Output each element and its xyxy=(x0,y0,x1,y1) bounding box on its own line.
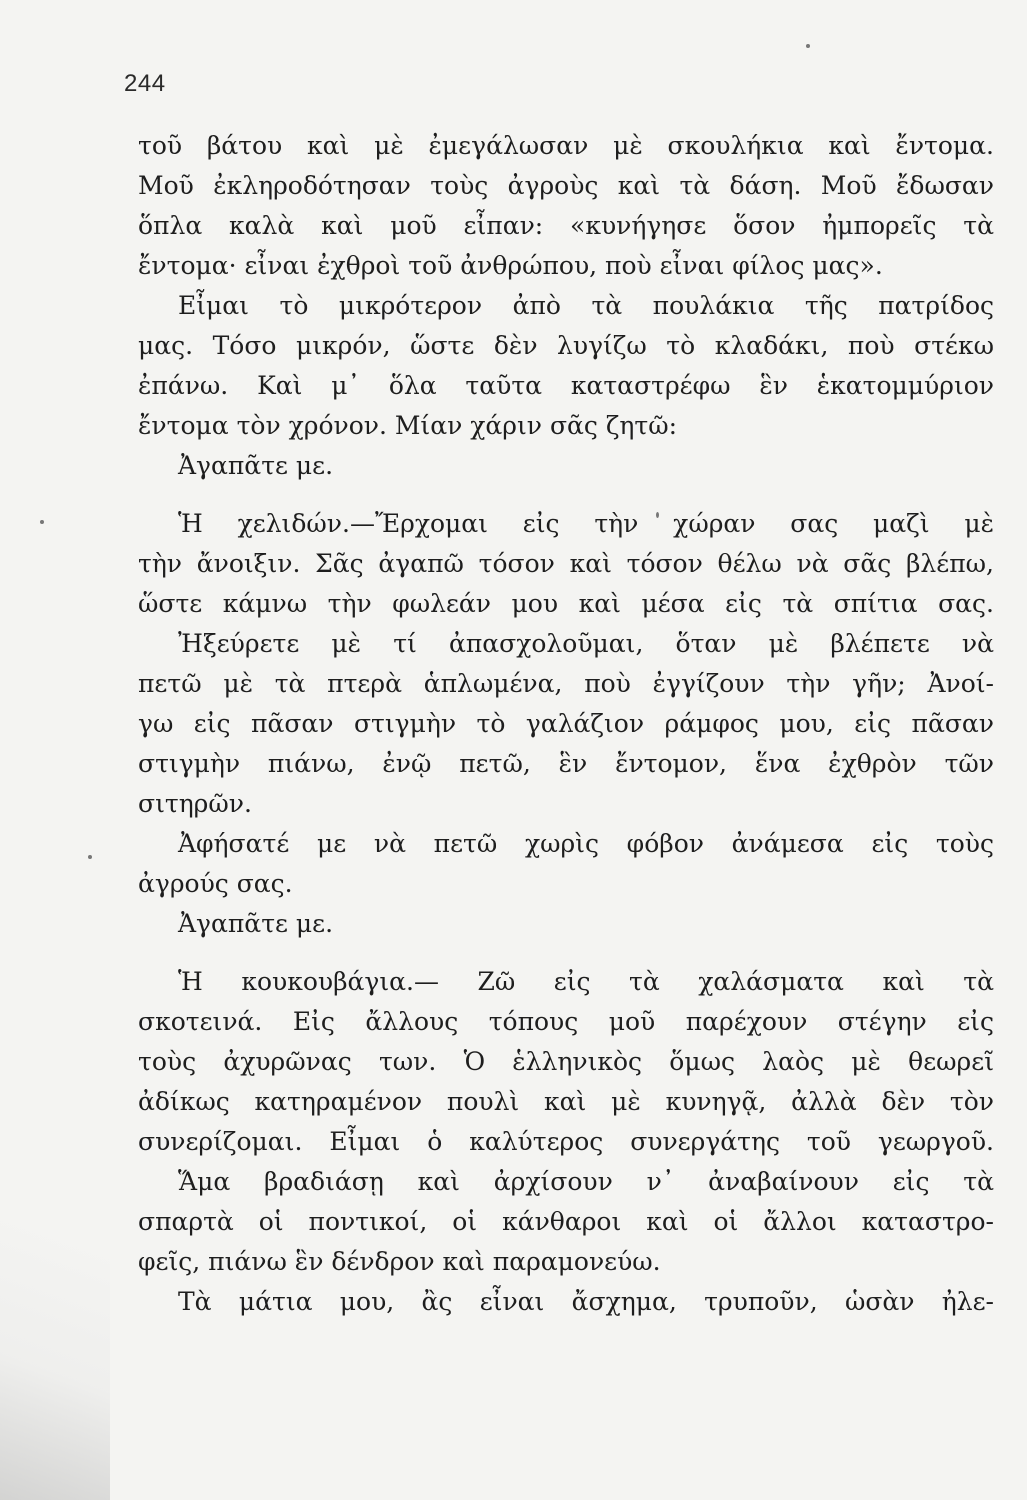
paper-speck xyxy=(88,855,92,859)
text-line: τοὺς ἀχυρῶνας των. Ὁ ἑλληνικὸς ὅμως λαὸς μὲ θεωρεῖ xyxy=(138,1047,994,1076)
text-line: σπαρτὰ οἱ ποντικοί, οἱ κάνθαροι καὶ οἱ ἄλλοι καταστρο- xyxy=(138,1207,994,1236)
section-gap xyxy=(138,944,994,962)
text-line: στιγμὴν πιάνω, ἐνῷ πετῶ, ἓν ἔντομον, ἕνα ἐχθρὸν τῶν xyxy=(138,749,994,778)
text-line: ἔντομα· εἶναι ἐχθροὶ τοῦ ἀνθρώπου, ποὺ εἶναι φίλος μας». xyxy=(138,251,883,280)
paper-speck xyxy=(806,44,810,48)
text-line: ὥστε κάμνω τὴν φωλεάν μου καὶ μέσα εἰς τὰ σπίτια σας. xyxy=(138,589,994,618)
text-line: Ἅμα βραδιάσῃ καὶ ἀρχίσουν ν᾽ ἀναβαίνουν εἰς τὰ xyxy=(178,1167,994,1196)
text-line: σκοτεινά. Εἰς ἄλλους τόπους μοῦ παρέχουν στέγην εἰς xyxy=(138,1007,994,1036)
text-line: τὴν ἄνοιξιν. Σᾶς ἀγαπῶ τόσον καὶ τόσον θέλω νὰ σᾶς βλέπω, xyxy=(138,549,994,578)
page-edge-shadow xyxy=(0,1120,110,1500)
text-line: ἀδίκως κατηραμένον πουλὶ καὶ μὲ κυνηγᾷ, ἀλλὰ δὲν τὸν xyxy=(138,1087,994,1116)
text-line: συνερίζομαι. Εἶμαι ὁ καλύτερος συνεργάτης τοῦ γεωργοῦ. xyxy=(138,1127,994,1156)
text-line: Ἀγαπᾶτε με. xyxy=(178,909,334,938)
text-line: Μοῦ ἐκληροδότησαν τοὺς ἀγροὺς καὶ τὰ δάση. Μοῦ ἔδωσαν xyxy=(138,171,994,200)
text-line: ἔντομα τὸν χρόνον. Μίαν χάριν σᾶς ζητῶ: xyxy=(138,411,678,440)
text-line: ὅπλα καλὰ καὶ μοῦ εἶπαν: «κυνήγησε ὅσον ἠμπορεῖς τὰ xyxy=(138,211,994,240)
text-line: μας. Τόσο μικρόν, ὥστε δὲν λυγίζω τὸ κλαδάκι, ποὺ στέκω xyxy=(138,331,994,360)
text-line: γω εἰς πᾶσαν στιγμὴν τὸ γαλάζιον ράμφος μου, εἰς πᾶσαν xyxy=(138,709,994,738)
text-line: φεῖς, πιάνω ἓν δένδρον καὶ παραμονεύω. xyxy=(138,1247,661,1276)
section-gap xyxy=(138,486,994,504)
text-line: Ἠξεύρετε μὲ τί ἀπασχολοῦμαι, ὅταν μὲ βλέπετε νὰ xyxy=(178,629,994,658)
text-line: σιτηρῶν. xyxy=(138,789,252,818)
body-text xyxy=(138,126,994,1322)
section-heading-swallow: Ἡ χελιδών.—Ἔρχομαι εἰς τὴν χώραν σας μαζὶ μὲ xyxy=(178,509,994,538)
text-line: τοῦ βάτου καὶ μὲ ἐμεγάλωσαν μὲ σκουλήκια καὶ ἔντομα. xyxy=(138,131,994,160)
text-line: Ἀφήσατέ με νὰ πετῶ χωρὶς φόβον ἀνάμεσα εἰς τοὺς xyxy=(178,829,994,858)
text-line: Εἶμαι τὸ μικρότερον ἀπὸ τὰ πουλάκια τῆς πατρίδος xyxy=(178,291,994,320)
text-line: ἐπάνω. Καὶ μ᾽ ὅλα ταῦτα καταστρέφω ἓν ἑκατομμύριον xyxy=(138,371,994,400)
text-line: Τὰ μάτια μου, ἂς εἶναι ἄσχημα, τρυποῦν, ὡσὰν ἠλε- xyxy=(178,1287,994,1316)
text-line: Ἀγαπᾶτε με. xyxy=(178,451,334,480)
section-heading-owl: Ἡ κουκουβάγια.— Ζῶ εἰς τὰ χαλάσματα καὶ τὰ xyxy=(178,967,994,996)
page-number: 244 xyxy=(124,70,166,97)
text-line: πετῶ μὲ τὰ πτερὰ ἁπλωμένα, ποὺ ἐγγίζουν τὴν γῆν; Ἀνοί- xyxy=(138,669,994,698)
paper-speck xyxy=(40,520,44,524)
text-line: ἀγρούς σας. xyxy=(138,869,293,898)
